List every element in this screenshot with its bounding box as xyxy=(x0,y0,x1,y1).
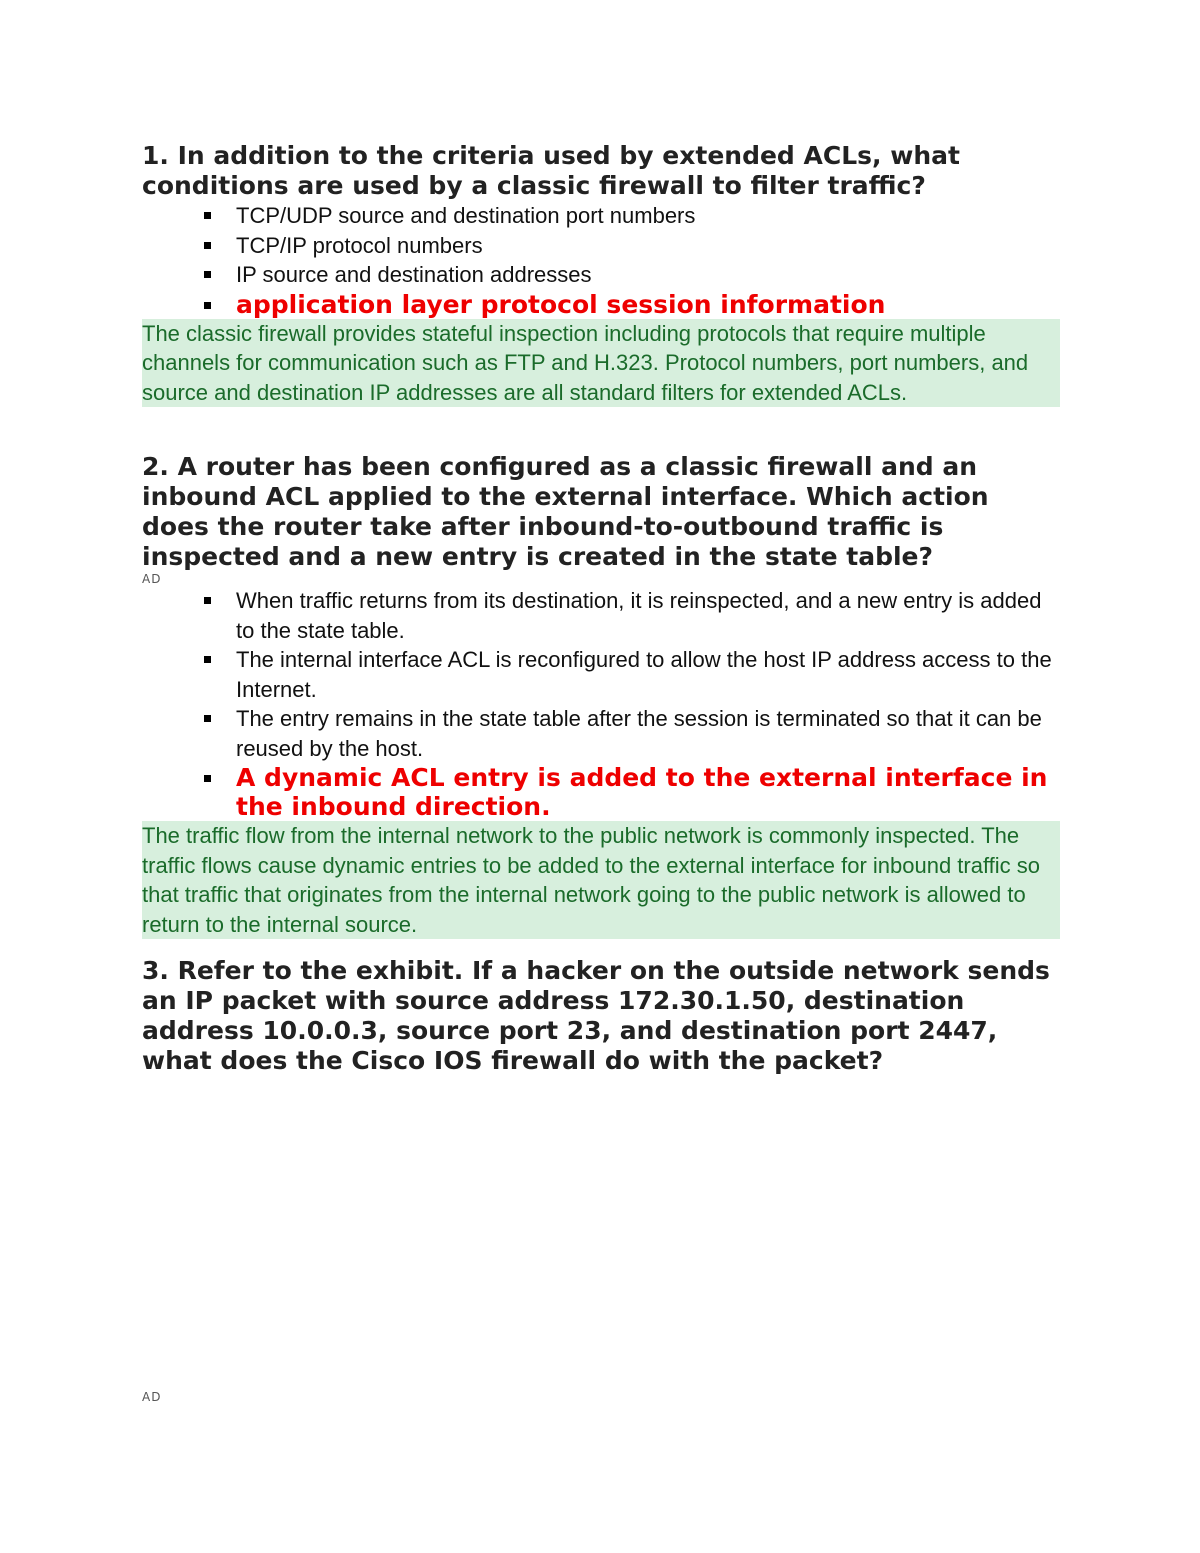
correct-answer-item xyxy=(142,290,1060,319)
question-2-explanation: The traffic flow from the internal network to the public network is commonly inspected. The traffic flows cause dynamic entries to be added to the external interface for inbound traffic so that traffic that originates from the internal network going to the public network is allowed to return to the internal source. xyxy=(142,821,1060,939)
square-bullet-icon xyxy=(204,656,211,663)
question-2-options xyxy=(142,586,1060,821)
correct-answer-item xyxy=(142,763,1060,821)
correct-answer-text: application layer protocol session information xyxy=(236,289,886,319)
option-text: When traffic returns from its destination, it is reinspected, and a new entry is added to the state table. xyxy=(236,588,1042,643)
option-list-item xyxy=(142,586,1060,645)
option-list-item xyxy=(142,201,1060,231)
option-text: The entry remains in the state table after the session is terminated so that it can be reused by the host. xyxy=(236,706,1042,761)
option-list-item xyxy=(142,645,1060,704)
footer-ad-label: AD xyxy=(142,1390,162,1404)
question-3 xyxy=(142,956,1060,1076)
option-text: The internal interface ACL is reconfigured to allow the host IP address access to the Internet. xyxy=(236,647,1052,702)
square-bullet-icon xyxy=(204,775,211,782)
square-bullet-icon xyxy=(204,715,211,722)
option-text: TCP/UDP source and destination port numbers xyxy=(236,203,696,228)
question-1-text: 1. In addition to the criteria used by extended ACLs, what conditions are used by a classic firewall to filter traffic? xyxy=(142,141,960,200)
square-bullet-icon xyxy=(204,242,211,249)
option-list-item xyxy=(142,704,1060,763)
question-3-text: 3. Refer to the exhibit. If a hacker on the outside network sends an IP packet with source address 172.30.1.50, destination address 10.0.0.3, source port 23, and destination port 2447, what does the Cisco IOS firewall do with the packet? xyxy=(142,956,1050,1075)
square-bullet-icon xyxy=(204,302,211,309)
option-list-item xyxy=(142,231,1060,261)
question-1-options xyxy=(142,201,1060,319)
square-bullet-icon xyxy=(204,271,211,278)
question-1 xyxy=(142,141,1060,407)
question-2-text: 2. A router has been configured as a classic firewall and an inbound ACL applied to the external interface. Which action does the router take after inbound-to-outbound traffic is inspected and a new entry is created in the state table? xyxy=(142,452,989,571)
question-2 xyxy=(142,452,1060,939)
square-bullet-icon xyxy=(204,212,211,219)
ad-label: AD xyxy=(142,572,162,586)
option-list-item xyxy=(142,260,1060,290)
question-1-explanation: The classic firewall provides stateful inspection including protocols that require multiple channels for communication such as FTP and H.323. Protocol numbers, port numbers, and source and destination IP addresses are all standard filters for extended ACLs. xyxy=(142,319,1060,408)
square-bullet-icon xyxy=(204,597,211,604)
option-text: TCP/IP protocol numbers xyxy=(236,232,483,258)
option-text: IP source and destination addresses xyxy=(236,262,592,287)
correct-answer-text: A dynamic ACL entry is added to the external interface in the inbound direction. xyxy=(236,763,1048,821)
